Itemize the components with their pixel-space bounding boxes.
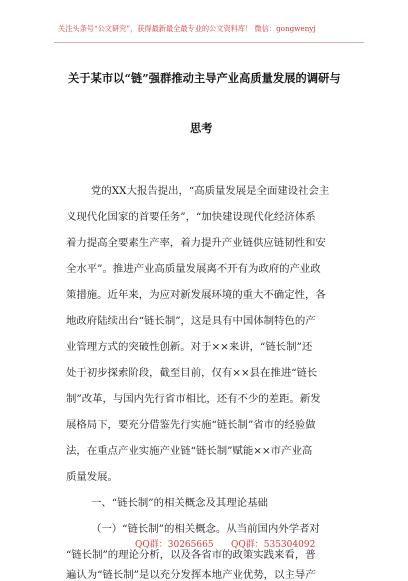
document-title-line-2: 思考 [190, 121, 213, 135]
body-line-8: 处于初步探索阶段，截至目前，仅有××县在推进“链长 [66, 367, 318, 379]
section-heading-1: 一、“链长制”的相关概念及其理论基础 [91, 497, 268, 509]
body-line-16: 遍认为“链长制”是以充分发挥本地产业优势，以主导产 [66, 569, 316, 581]
footer-qq-group-1: QQ群：30265665 [135, 540, 214, 550]
body-line-14: （一）“链长制”的相关概念。从当前国内外学者对 [91, 523, 320, 535]
body-line-1: 党的XX大报告提出，“高质量发展是全面建设社会主 [91, 185, 330, 197]
body-line-6: 地政府陆续出台“链长制”，这是具有中国体制特色的产 [66, 315, 316, 327]
body-line-12: 质量发展。 [66, 471, 118, 483]
body-line-10: 展格局下，要充分借鉴先行实施“链长制”省市的经验做 [66, 419, 316, 431]
header-banner: 关注头条号“公文研究”，获得最新最全最专业的公文资料库！ 微信：gongwenyj [58, 24, 316, 33]
body-line-11: 法，在重点产业实施产业链“链长制”赋能××市产业高 [66, 445, 313, 457]
body-line-15: “链长制”的理论分析，以及各省市的政策实践来看，普 [66, 549, 316, 561]
body-line-3: 着力提高全要素生产率，着力提升产业链供应链韧性和安 [66, 237, 326, 249]
body-line-2: 义现代化国家的首要任务”，“加快建设现代化经济体系 [66, 211, 316, 223]
body-line-4: 全水平”。推进产业高质量发展离不开有为政府的产业政 [66, 263, 321, 275]
header-divider [54, 42, 364, 43]
footer-qq-group-2: QQ群：535304092 [231, 540, 316, 550]
body-line-7: 业管理方式的突破性创新。对于××来讲，“链长制”还 [66, 341, 313, 353]
body-line-9: 制”改革，与国内先行省市相比，还有不少的差距。新发 [66, 393, 321, 405]
body-line-5: 策措施。近年来，为应对新发展环境的重大不确定性，各 [66, 289, 326, 301]
document-title-line-1: 关于某市以“链”强群推动主导产业高质量发展的调研与 [68, 71, 341, 85]
